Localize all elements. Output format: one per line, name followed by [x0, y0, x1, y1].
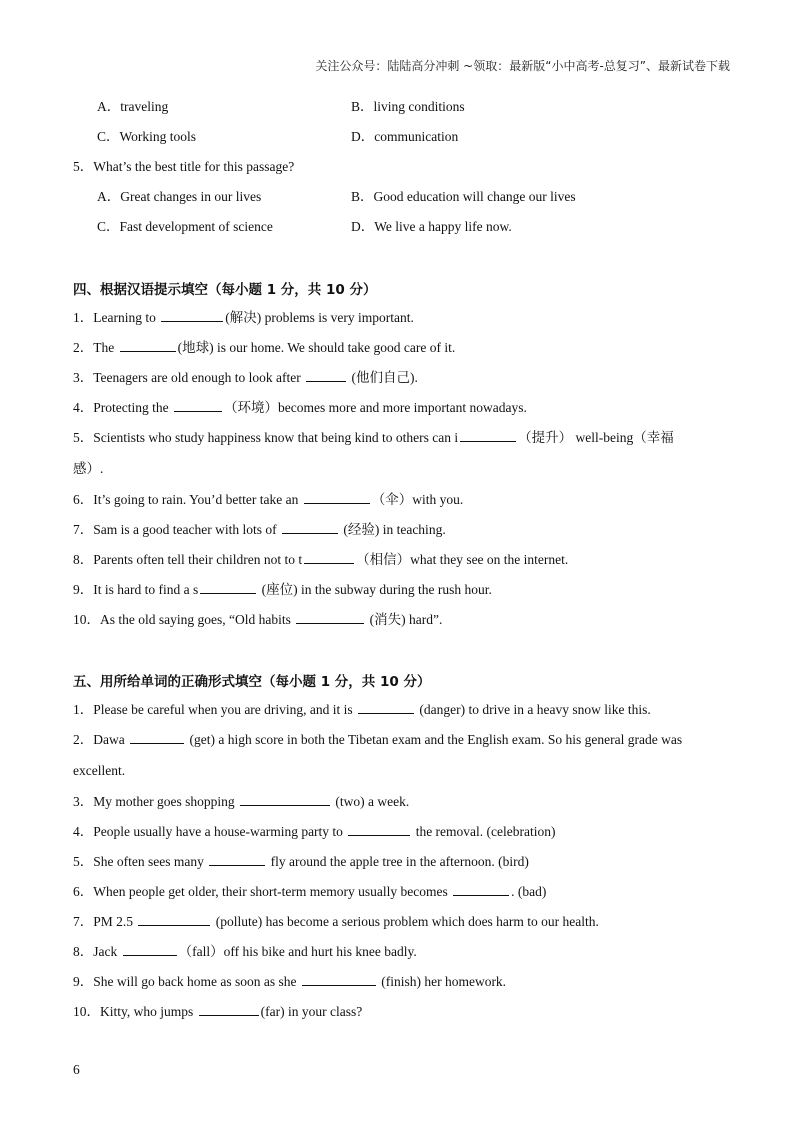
- q5-question: 5．What’s the best title for this passage?: [73, 159, 295, 174]
- page-number: 6: [73, 1062, 80, 1077]
- s5-item-5: 5．She often sees many fly around the apple tree in the afternoon. (bird): [73, 854, 529, 869]
- s5-item-4: 4．People usually have a house-warming party to the removal. (celebration): [73, 824, 556, 839]
- s5-item-3: 3．My mother goes shopping (two) a week.: [73, 794, 410, 809]
- s5-item-10: 10．Kitty, who jumps (far) in your class?: [73, 1004, 363, 1019]
- s5-item-7: 7．PM 2.5 (pollute) has become a serious problem which does harm to our health.: [73, 914, 599, 929]
- answer-blank[interactable]: [174, 398, 222, 412]
- answer-blank[interactable]: [302, 972, 376, 986]
- answer-blank[interactable]: [240, 792, 330, 806]
- q4-option-b: B．living conditions: [351, 99, 465, 114]
- s4-item-4: 4．Protecting the （环境）becomes more and more important nowadays.: [73, 400, 527, 415]
- answer-blank[interactable]: [304, 490, 370, 504]
- s5-item-6: 6．When people get older, their short-term memory usually becomes . (bad): [73, 884, 547, 899]
- q4-option-c: C．Working tools: [97, 129, 197, 144]
- answer-blank[interactable]: [453, 882, 509, 896]
- answer-blank[interactable]: [138, 912, 210, 926]
- s5-item-2-cont: excellent.: [73, 763, 126, 778]
- s4-item-6: 6．It’s going to rain. You’d better take an （伞）with you.: [73, 492, 464, 507]
- s5-item-1: 1．Please be careful when you are driving, and it is (danger) to drive in a heavy snow like this.: [73, 702, 651, 717]
- s4-item-2: 2．The (地球) is our home. We should take good care of it.: [73, 340, 456, 355]
- s5-item-8: 8．Jack （fall）off his bike and hurt his knee badly.: [73, 944, 417, 959]
- section5-title: 五、用所给单词的正确形式填空（每小题 1 分，共 10 分）: [73, 674, 431, 690]
- answer-blank[interactable]: [348, 822, 410, 836]
- s4-item-5: 5．Scientists who study happiness know that being kind to others can i （提升） well-being（幸福: [73, 430, 674, 445]
- s4-item-8: 8．Parents often tell their children not to t （相信）what they see on the internet.: [73, 552, 569, 567]
- s4-item-5-cont: 感）.: [73, 461, 104, 476]
- s4-item-1: 1．Learning to (解决) problems is very important.: [73, 310, 414, 325]
- q5-option-b: B．Good education will change our lives: [351, 189, 576, 204]
- answer-blank[interactable]: [209, 852, 265, 866]
- q5-option-a: A．Great changes in our lives: [97, 189, 262, 204]
- s5-item-2: 2．Dawa (get) a high score in both the Tibetan exam and the English exam. So his general grade was: [73, 732, 683, 747]
- answer-blank[interactable]: [358, 700, 414, 714]
- s4-item-7: 7．Sam is a good teacher with lots of (经验) in teaching.: [73, 522, 446, 537]
- answer-blank[interactable]: [200, 580, 256, 594]
- q4-option-d: D．communication: [351, 129, 459, 144]
- answer-blank[interactable]: [123, 942, 177, 956]
- answer-blank[interactable]: [282, 520, 338, 534]
- answer-blank[interactable]: [296, 610, 364, 624]
- answer-blank[interactable]: [161, 308, 223, 322]
- answer-blank[interactable]: [130, 730, 184, 744]
- section4-title: 四、根据汉语提示填空（每小题 1 分，共 10 分）: [73, 282, 377, 298]
- answer-blank[interactable]: [460, 428, 516, 442]
- q5-option-d: D．We live a happy life now.: [351, 219, 512, 234]
- q4-option-a: A．traveling: [97, 99, 169, 114]
- answer-blank[interactable]: [120, 338, 176, 352]
- answer-blank[interactable]: [306, 368, 346, 382]
- s4-item-3: 3．Teenagers are old enough to look after (他们自己).: [73, 370, 418, 385]
- s4-item-10: 10．As the old saying goes, “Old habits (消失) hard”.: [73, 612, 443, 627]
- page-header: 关注公众号：陆陆高分冲刺 ~领取：最新版“小中高考-总复习”、最新试卷下载: [315, 59, 730, 73]
- answer-blank[interactable]: [304, 550, 354, 564]
- s4-item-9: 9．It is hard to find a s (座位) in the subway during the rush hour.: [73, 582, 492, 597]
- s5-item-9: 9．She will go back home as soon as she (finish) her homework.: [73, 974, 507, 989]
- answer-blank[interactable]: [199, 1002, 259, 1016]
- q5-option-c: C．Fast development of science: [97, 219, 273, 234]
